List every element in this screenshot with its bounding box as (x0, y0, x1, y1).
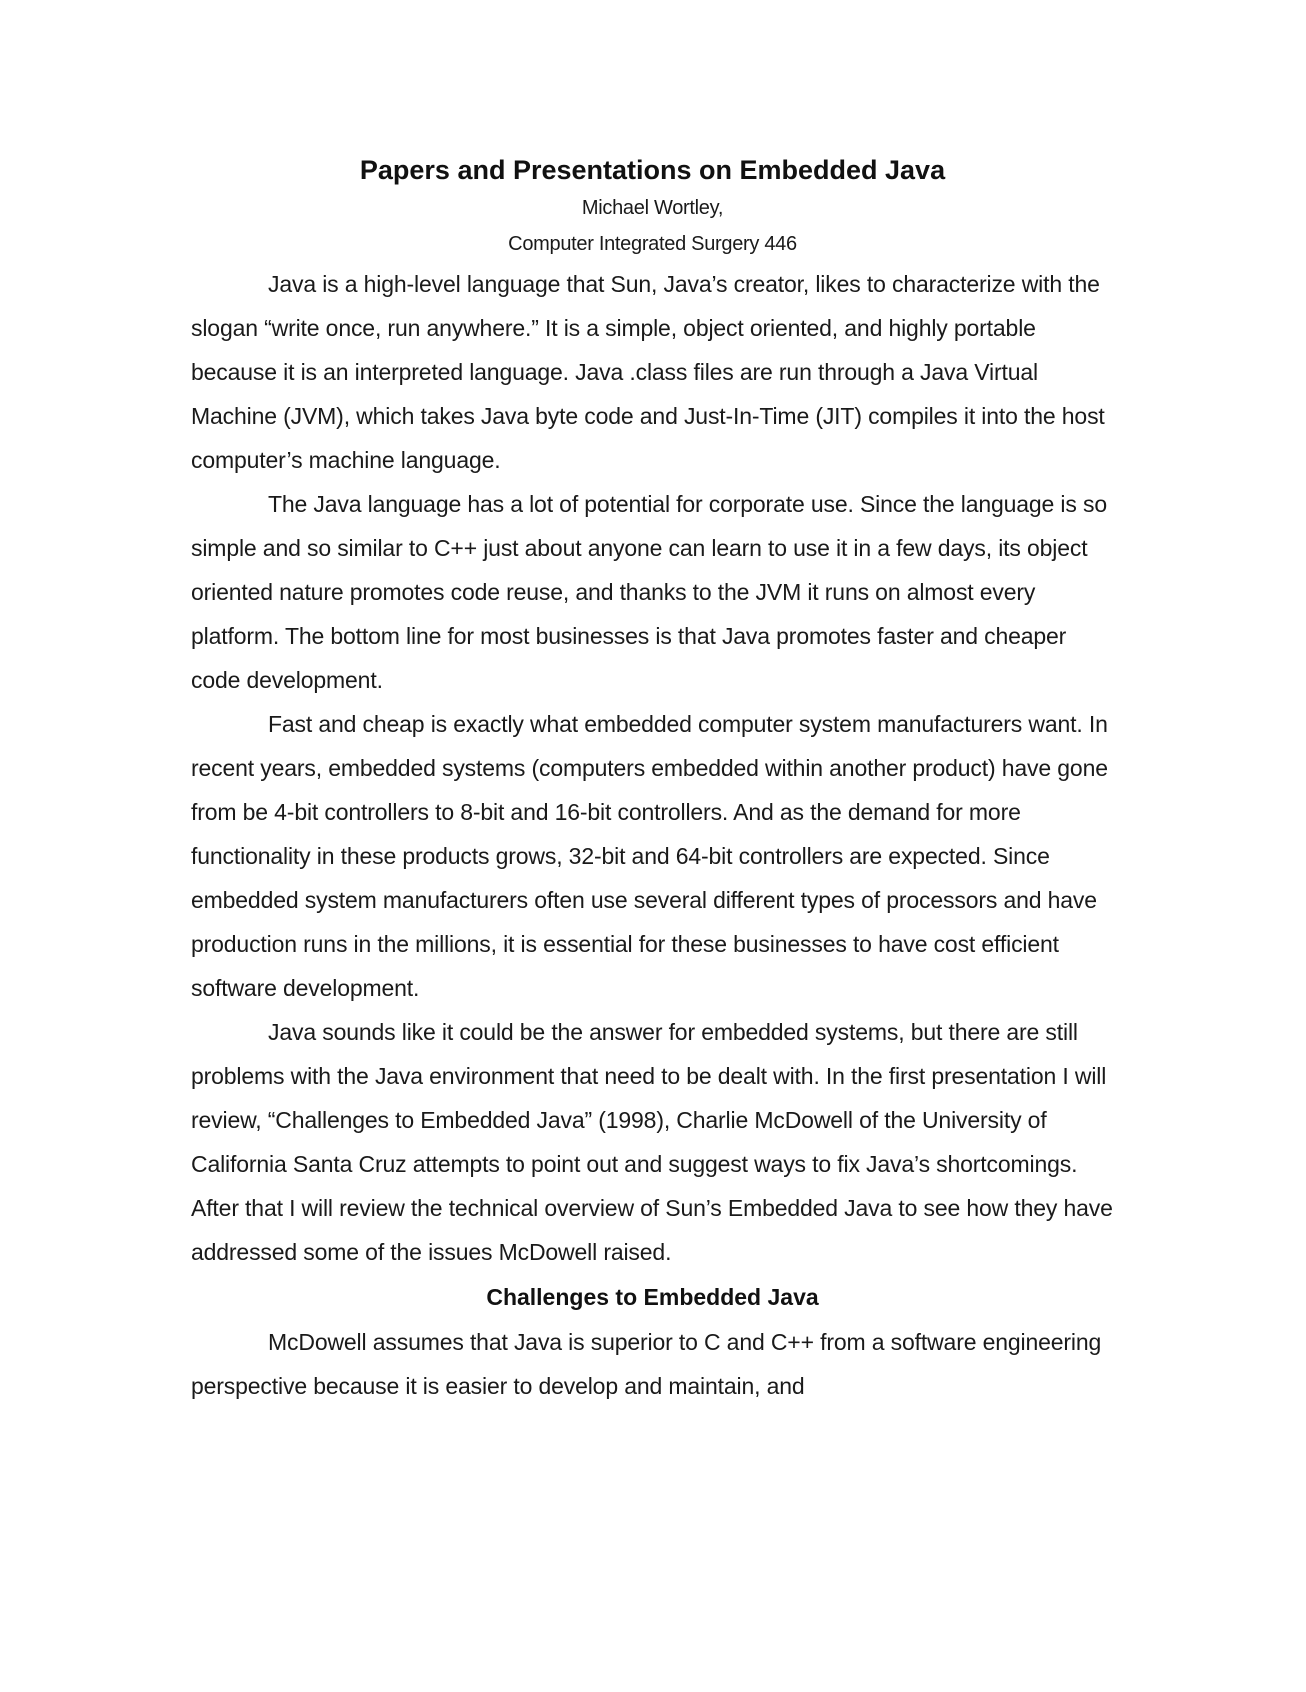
course-name: Computer Integrated Surgery 446 (508, 233, 797, 255)
document-title: Papers and Presentations on Embedded Java (359, 155, 946, 185)
paragraph-overview: Java sounds like it could be the answer for embedded systems, but there are still problems with the Java environment that need to be dealt with. In the first presentation I will review, “Challenges to Embedded Java” (1998), Charlie McDowell of the University of California Santa Cruz attempts to point out and suggest ways to fix Java’s shortcomings. After that I will review the technical overview of Sun’s Embedded Java to see how they have addressed some of the issues McDowell raised. (191, 1019, 1113, 1265)
author-name: Michael Wortley, (581, 197, 724, 219)
paragraph-corporate-use: The Java language has a lot of potential for corporate use. Since the language is so simple and so similar to C++ just about anyone can learn to use it in a few days, its object oriented nature promotes code reuse, and thanks to the JVM it runs on almost every platform. The bottom line for most businesses is that Java promotes faster and cheaper code development. (191, 491, 1107, 693)
paragraph-intro: Java is a high-level language that Sun, Java’s creator, likes to characterize with the slogan “write once, run anywhere.” It is a simple, object oriented, and highly portable because it is an interpreted language. Java .class files are run through a Java Virtual Machine (JVM), which takes Java byte code and Just-In-Time (JIT) compiles it into the host computer’s machine language. (191, 271, 1105, 473)
document-body (191, 150, 1114, 1408)
paragraph-embedded-systems: Fast and cheap is exactly what embedded computer system manufacturers want. In recent years, embedded systems (computers embedded within another product) have gone from be 4-bit controllers to 8-bit and 16-bit controllers. And as the demand for more functionality in these products grows, 32-bit and 64-bit controllers are expected. Since embedded system manufacturers often use several different types of processors and have production runs in the millions, it is essential for these businesses to have cost efficient software development. (191, 711, 1108, 1001)
section-heading: Challenges to Embedded Java (486, 1284, 819, 1310)
paragraph-section-start: McDowell assumes that Java is superior to C and C++ from a software engineering perspective because it is easier to develop and maintain, and (191, 1329, 1102, 1399)
